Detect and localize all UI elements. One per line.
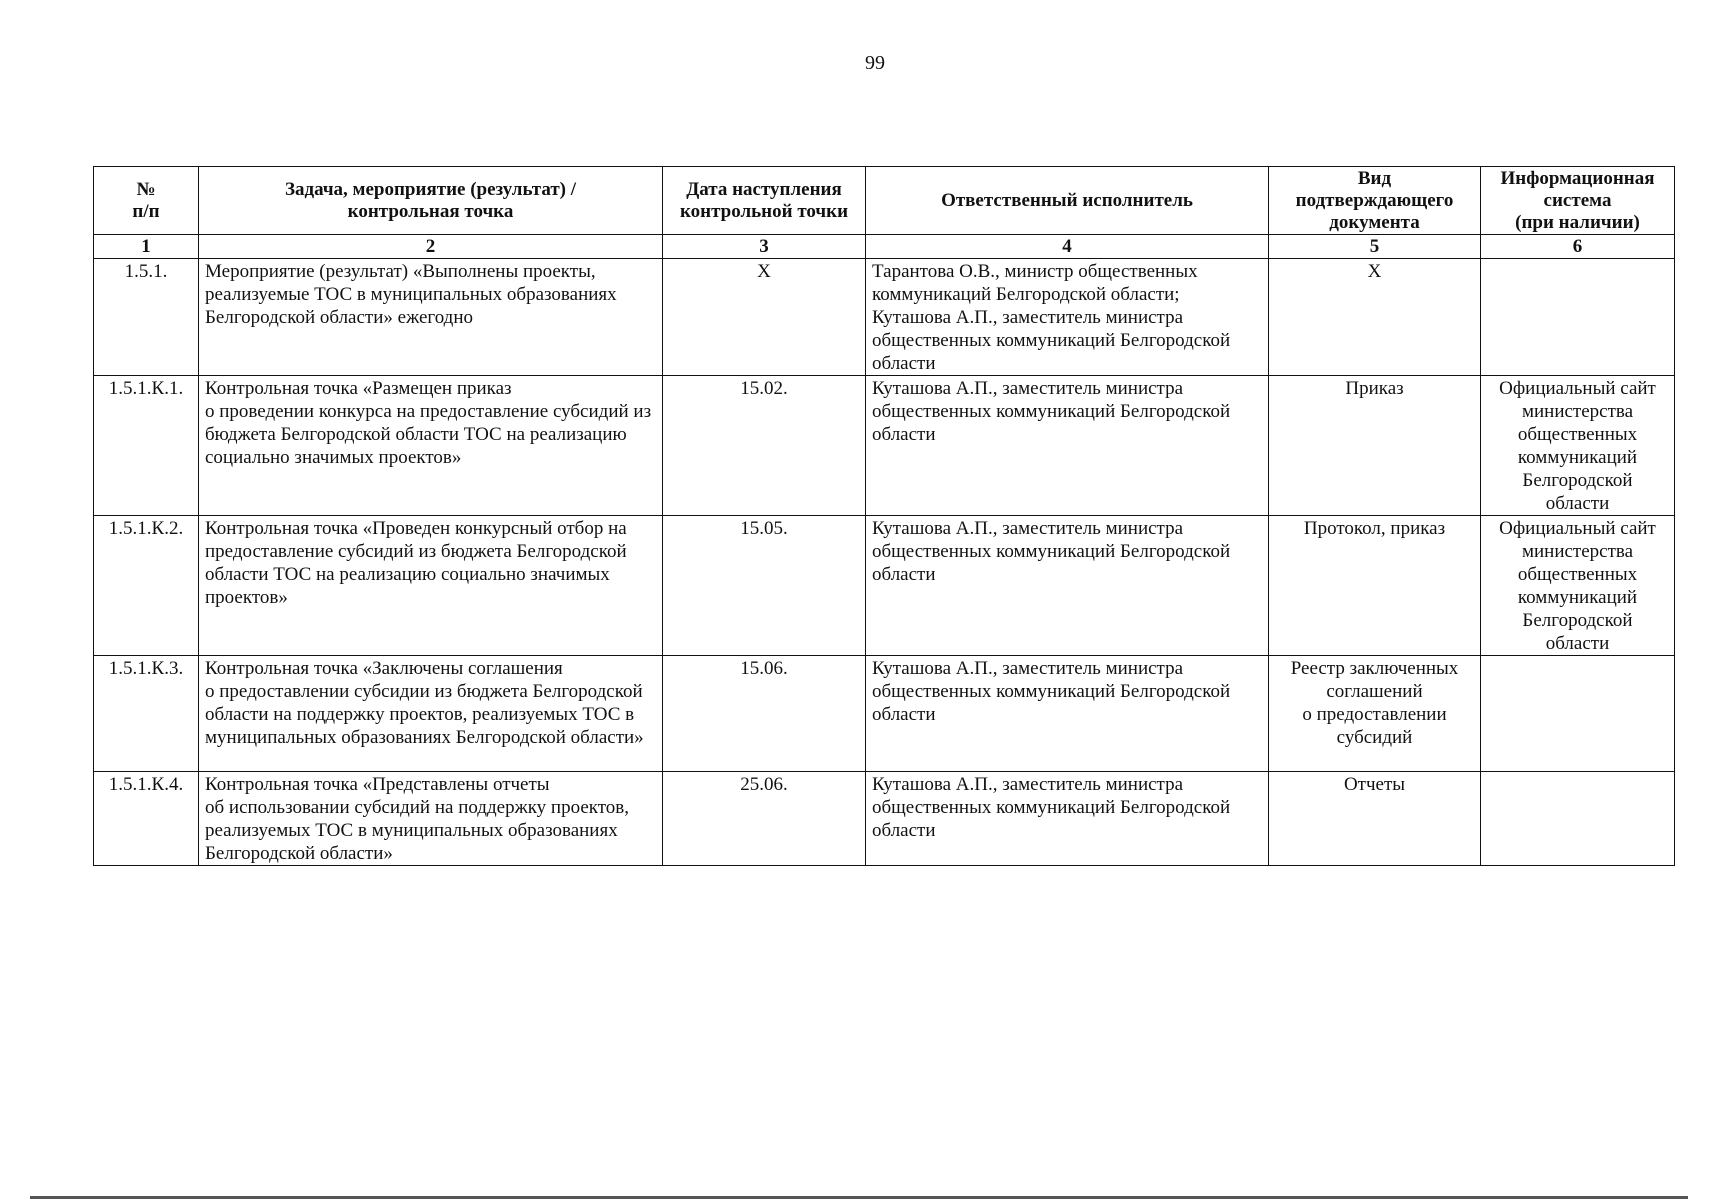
table-row	[94, 656, 1675, 772]
row-number-cell: 1.5.1.К.1.	[94, 376, 199, 516]
date-cell: 15.02.	[663, 376, 866, 516]
table-row	[94, 259, 1675, 376]
column-numbers-row	[94, 235, 1675, 259]
header-cell-document: Вид подтверждающего документа	[1269, 167, 1481, 235]
column-number-cell: 6	[1481, 235, 1675, 259]
column-number-cell: 2	[199, 235, 663, 259]
table-row	[94, 376, 1675, 516]
date-cell: X	[663, 259, 866, 376]
column-number-cell: 3	[663, 235, 866, 259]
row-number-cell: 1.5.1.К.2.	[94, 516, 199, 656]
table-header-row	[94, 167, 1675, 235]
info-system-cell: Официальный сайт министерства общественных коммуникаций Белгородской области	[1481, 376, 1675, 516]
header-cell-system: Информационная система (при наличии)	[1481, 167, 1675, 235]
info-system-cell: Официальный сайт министерства общественных коммуникаций Белгородской области	[1481, 516, 1675, 656]
task-cell: Контрольная точка «Размещен приказ о проведении конкурса на предоставление субсидий из бюджета Белгородской области ТОС на реализацию социально значимых проектов»	[199, 376, 663, 516]
task-cell: Контрольная точка «Проведен конкурсный отбор на предоставление субсидий из бюджета Белгородской области ТОС на реализацию социально значимых проектов»	[199, 516, 663, 656]
responsible-cell: Тарантова О.В., министр общественных коммуникаций Белгородской области; Куташова А.П., заместитель министра общественных коммуникаций Белгородской области	[866, 259, 1269, 376]
column-number-cell: 1	[94, 235, 199, 259]
row-number-cell: 1.5.1.К.4.	[94, 772, 199, 866]
date-cell: 15.06.	[663, 656, 866, 772]
page-number: 99	[865, 52, 885, 74]
row-number-cell: 1.5.1.К.3.	[94, 656, 199, 772]
responsible-cell: Куташова А.П., заместитель министра общественных коммуникаций Белгородской области	[866, 656, 1269, 772]
info-system-cell	[1481, 656, 1675, 772]
document-type-cell: Отчеты	[1269, 772, 1481, 866]
control-points-table	[93, 166, 1675, 866]
document-type-cell: Приказ	[1269, 376, 1481, 516]
responsible-cell: Куташова А.П., заместитель министра общественных коммуникаций Белгородской области	[866, 772, 1269, 866]
header-cell-task: Задача, мероприятие (результат) / контрольная точка	[199, 167, 663, 235]
date-cell: 25.06.	[663, 772, 866, 866]
date-cell: 15.05.	[663, 516, 866, 656]
scan-bottom-edge	[30, 1196, 1688, 1199]
document-type-cell: Протокол, приказ	[1269, 516, 1481, 656]
task-cell: Контрольная точка «Заключены соглашения о предоставлении субсидии из бюджета Белгородской области на поддержку проектов, реализуемых ТОС в муниципальных образованиях Белгородской области»	[199, 656, 663, 772]
header-cell-responsible: Ответственный исполнитель	[866, 167, 1269, 235]
document-type-cell: X	[1269, 259, 1481, 376]
column-number-cell: 5	[1269, 235, 1481, 259]
info-system-cell	[1481, 259, 1675, 376]
header-cell-num: № п/п	[94, 167, 199, 235]
column-number-cell: 4	[866, 235, 1269, 259]
responsible-cell: Куташова А.П., заместитель министра общественных коммуникаций Белгородской области	[866, 516, 1269, 656]
header-cell-date: Дата наступления контрольной точки	[663, 167, 866, 235]
task-cell: Мероприятие (результат) «Выполнены проекты, реализуемые ТОС в муниципальных образованиях Белгородской области» ежегодно	[199, 259, 663, 376]
table-row	[94, 516, 1675, 656]
document-type-cell: Реестр заключенных соглашений о предоставлении субсидий	[1269, 656, 1481, 772]
responsible-cell: Куташова А.П., заместитель министра общественных коммуникаций Белгородской области	[866, 376, 1269, 516]
table-row	[94, 772, 1675, 866]
task-cell: Контрольная точка «Представлены отчеты об использовании субсидий на поддержку проектов, реализуемых ТОС в муниципальных образованиях Белгородской области»	[199, 772, 663, 866]
info-system-cell	[1481, 772, 1675, 866]
row-number-cell: 1.5.1.	[94, 259, 199, 376]
